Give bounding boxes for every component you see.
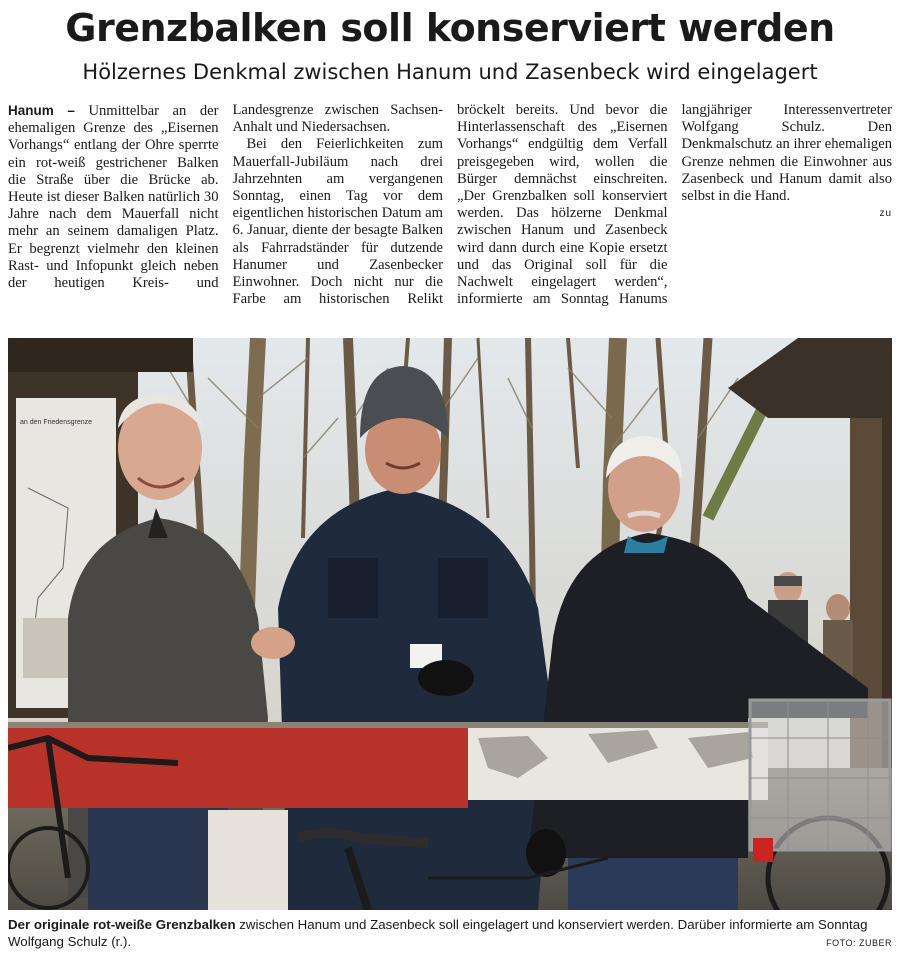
author-initials: zu — [879, 208, 892, 220]
dateline: Hanum – — [8, 103, 75, 118]
article-body — [8, 102, 892, 320]
article-paragraph-text: Unmittelbar an der ehemaligen Grenze des „Eisernen Vorhangs“ entlang der Ohre sperrte ein rot-weiß gestrichener Balken die Straße über die Brücke ab. Heute ist dieser Balken natürlich 30 Jahre nach dem Mauerfall nicht mehr an seinem damaligen Platz. Er begrenzt vielmehr den kleinen Rast- und Infopunkt gleich neben der heutigen Kreis- und Landesgrenze zwischen Sachsen-Anhalt und Niedersachsen. — [8, 102, 443, 292]
photo-illustration — [8, 338, 892, 910]
caption-text: zwischen Hanum und Zasenbeck soll eingelagert und konserviert werden. Darüber informierte am Sonntag Wolfgang Schulz (r.). — [8, 917, 868, 949]
article-paragraph-text: Bei den Feierlichkeiten zum Mauerfall-Jubiläum nach drei Jahrzehnten am vergangenen Sonntag, einen Tag vor dem eigentlichen historischen Datum am 6. Januar, diente der besagte Balken als Fahrradständer für dutzende Hanumer und Zasenbecker Einwohner. Doch nicht nur die Farbe am historischen Relikt bröckelt bereits. Und bevor die Hinterlassenschaft des „Eisernen Vorhangs“ endgültig dem Verfall preisgegeben wird, wollen die Bürger demnächst einschreiten. „Der Grenzbalken soll konserviert werden. Das hölzerne Denkmal zwischen Hanum und Zasenbeck wird dann durch eine Kopie ersetzt und das Original soll für die Nachwelt eingelagert werden“, informierte am Sonntag Hanums langjähriger Interessenvertreter Wolfgang Schulz. Den Denkmalschutz an ihrer ehemaligen Grenze nehmen die Einwohner aus Zasenbeck und Hanum damit also selbst in die Hand. — [232, 102, 892, 308]
sign-text: an den Friedensgrenze — [20, 419, 92, 426]
photo-credit: FOTO: ZUBER — [826, 938, 892, 948]
photo-caption — [8, 916, 892, 950]
headline: Grenzbalken soll konserviert werden — [65, 6, 835, 50]
caption-lead: Der originale rot-weiße Grenzbalken — [8, 917, 236, 932]
subheadline: Hölzernes Denkmal zwischen Hanum und Zasenbeck wird eingelagert — [82, 60, 818, 84]
article-photo — [8, 338, 892, 910]
